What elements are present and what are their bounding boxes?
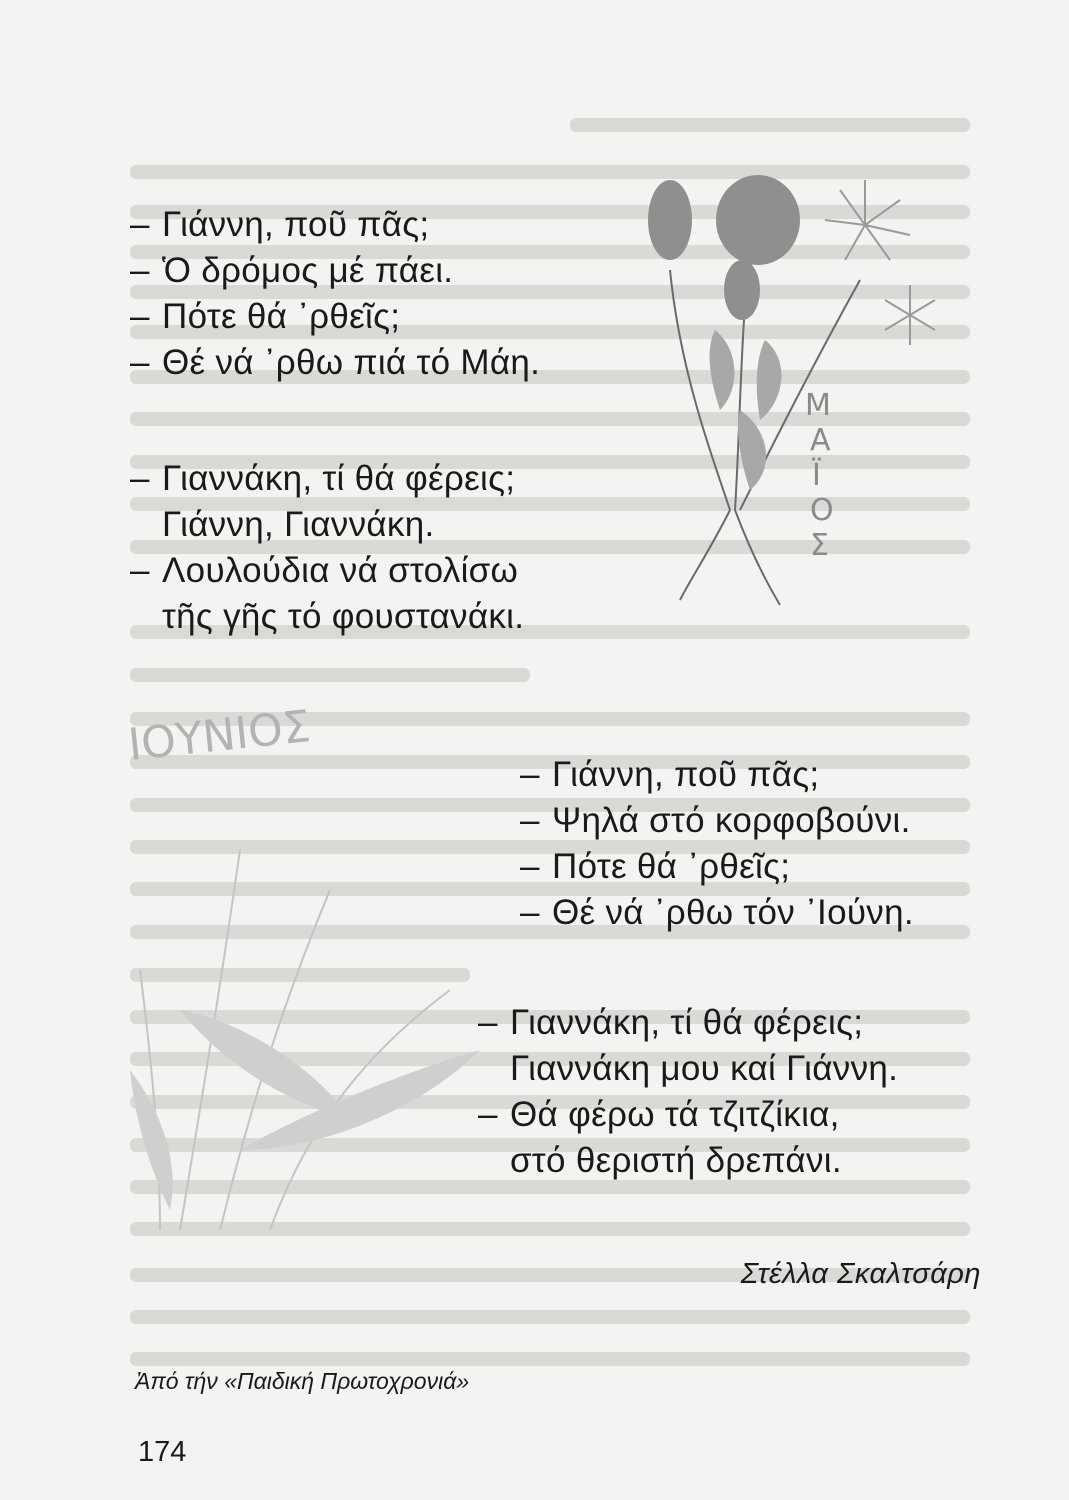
- dash: –: [130, 251, 150, 290]
- verse-line: – Ψηλά στό κορφοβούνι.: [520, 798, 914, 844]
- svg-text:Μ: Μ: [805, 388, 831, 423]
- stanza-1: [130, 202, 540, 386]
- stanza-4: [478, 1000, 898, 1184]
- dash: –: [130, 459, 150, 498]
- verse-line: – Γιάννη, ποῦ πᾶς;: [520, 752, 914, 798]
- svg-text:Σ: Σ: [810, 528, 829, 563]
- stanza-2: [130, 456, 524, 640]
- verse-line: – Θέ νά ᾽ρθω πιά τό Μάη.: [130, 340, 540, 386]
- page-number: 174: [138, 1436, 187, 1468]
- author-signature: Στέλλα Σκαλτσάρη: [740, 1258, 981, 1290]
- dash: –: [130, 343, 150, 382]
- dash: –: [478, 1095, 498, 1134]
- verse-line: – Θέ νά ᾽ρθω τόν ᾽Ιούνη.: [520, 890, 914, 936]
- verse-line: – Λουλούδια νά στολίσω: [130, 548, 524, 594]
- verse-line: στό θεριστή δρεπάνι.: [510, 1141, 842, 1180]
- verse-line: – Θά φέρω τά τζιτζίκια,: [478, 1092, 898, 1138]
- dash: –: [130, 205, 150, 244]
- flowers-illustration-icon: [590, 150, 950, 610]
- dash: –: [520, 847, 540, 886]
- verse-line: Γιαννάκη μου καί Γιάννη.: [510, 1049, 899, 1088]
- svg-text:Α: Α: [810, 423, 831, 458]
- dash: –: [520, 755, 540, 794]
- verse-line: τῆς γῆς τό φουστανάκι.: [162, 597, 525, 636]
- dash: –: [478, 1003, 498, 1042]
- svg-text:Ο: Ο: [810, 493, 834, 528]
- source-credit: Ἀπό τήν «Παιδική Πρωτοχρονιά»: [135, 1368, 470, 1394]
- verse-line: – Γιάννη, ποῦ πᾶς;: [130, 202, 540, 248]
- verse-line: Γιάννη, Γιαννάκη.: [162, 505, 435, 544]
- verse-line: – Πότε θά ᾽ρθεῖς;: [130, 294, 540, 340]
- verse-line: – Πότε θά ᾽ρθεῖς;: [520, 844, 914, 890]
- verse-line: – Γιαννάκη, τί θά φέρεις;: [130, 456, 524, 502]
- wheat-illustration-icon: [120, 690, 540, 1250]
- dash: –: [520, 801, 540, 840]
- stanza-3: [520, 752, 914, 936]
- svg-text:ΙΟΥΝΙΟΣ: ΙΟΥΝΙΟΣ: [125, 701, 313, 771]
- svg-text:Ϊ: Ϊ: [812, 458, 821, 493]
- dash: –: [520, 893, 540, 932]
- dash: –: [130, 551, 150, 590]
- dash: –: [130, 297, 150, 336]
- verse-line: – Γιαννάκη, τί θά φέρεις;: [478, 1000, 898, 1046]
- verse-line: – Ὁ δρόμος μέ πάει.: [130, 248, 540, 294]
